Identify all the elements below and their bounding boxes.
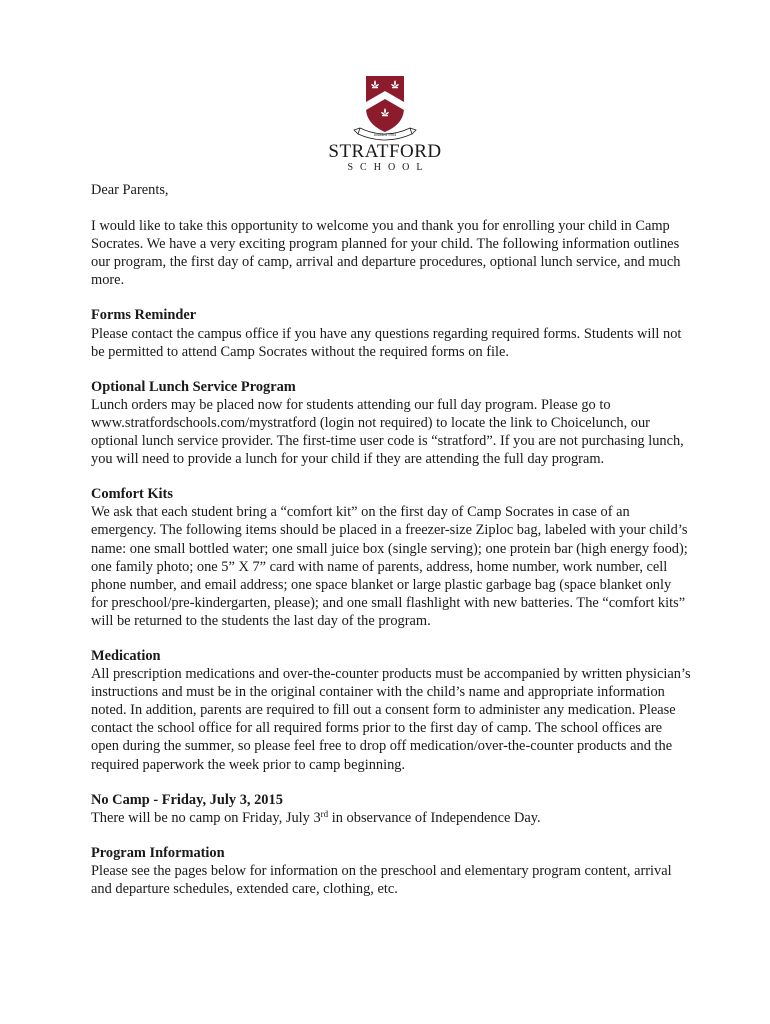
salutation: Dear Parents, bbox=[91, 182, 169, 198]
medication-heading: Medication bbox=[91, 647, 161, 664]
no-camp-heading: No Camp - Friday, July 3, 2015 bbox=[91, 791, 283, 808]
crest-shield-icon bbox=[340, 72, 430, 144]
school-logo bbox=[320, 72, 450, 172]
ribbon-text: founded 1984 bbox=[373, 132, 397, 137]
lunch-heading: Optional Lunch Service Program bbox=[91, 378, 296, 395]
forms-section bbox=[91, 306, 691, 360]
no-camp-superscript: rd bbox=[320, 808, 329, 819]
lunch-section bbox=[91, 378, 691, 468]
medication-section bbox=[91, 647, 691, 774]
lunch-body: Lunch orders may be placed now for students attending our full day program. Please go to www.stratfordschools.com/mystratford (login not required) to locate the link to Choicelunch, our optional lunch service provider. The first-time user code is “stratford”. If you are not purchasing lunch, you will need to provide a lunch for your child if they are attending the full day program. bbox=[91, 396, 684, 468]
medication-body: All prescription medications and over-the-counter products must be accompanied by written physician’s instructions and must be in the original container with the child’s name and appropriate information noted. In addition, parents are required to fill out a consent form to administer any medication. Please contact the school office for all required forms prior to the first day of camp. The school offices are open during the summer, so please feel free to drop off medication/over-the-counter products and the required paperwork the week prior to camp beginning. bbox=[91, 666, 691, 773]
forms-heading: Forms Reminder bbox=[91, 307, 197, 324]
program-body: Please see the pages below for information on the preschool and elementary program content, arrival and departure schedules, extended care, clothing, etc. bbox=[91, 862, 672, 897]
no-camp-section bbox=[91, 791, 691, 827]
comfort-section bbox=[91, 485, 691, 630]
comfort-body: We ask that each student bring a “comfort kit” on the first day of Camp Socrates in case of an emergency. The following items should be placed in a freezer-size Ziploc bag, labeled with your child’s name: one small bottled water; one small juice box (single serving); one protein bar (high energy food); one family photo; one 5” X 7” card with name of parents, address, home number, work number, cell phone number, and email address; one space blanket or large plastic garbage bag (space blanket only for preschool/pre-kindergarten, please); and one small flashlight with new batteries. The “comfort kits” will be returned to the students the last day of the program. bbox=[91, 504, 688, 629]
program-heading: Program Information bbox=[91, 844, 225, 861]
school-name: STRATFORD bbox=[328, 141, 442, 162]
program-section bbox=[91, 844, 691, 898]
intro-section bbox=[91, 217, 691, 289]
forms-body: Please contact the campus office if you have any questions regarding required forms. Students will not be permitted to attend Camp Socrates without the required forms on file. bbox=[91, 325, 682, 360]
no-camp-body-text: There will be no camp on Friday, July 3 bbox=[91, 809, 321, 826]
no-camp-body bbox=[91, 809, 691, 827]
intro-paragraph: I would like to take this opportunity to welcome you and thank you for enrolling your child in Camp Socrates. We have a very exciting program planned for your child. The following information outlines our program, the first day of camp, arrival and departure procedures, optional lunch service, and much more. bbox=[91, 218, 681, 289]
letter-body bbox=[91, 181, 691, 915]
no-camp-body-tail: in observance of Independence Day. bbox=[328, 809, 541, 826]
school-subtitle: SCHOOL bbox=[347, 162, 430, 173]
comfort-heading: Comfort Kits bbox=[91, 486, 173, 503]
